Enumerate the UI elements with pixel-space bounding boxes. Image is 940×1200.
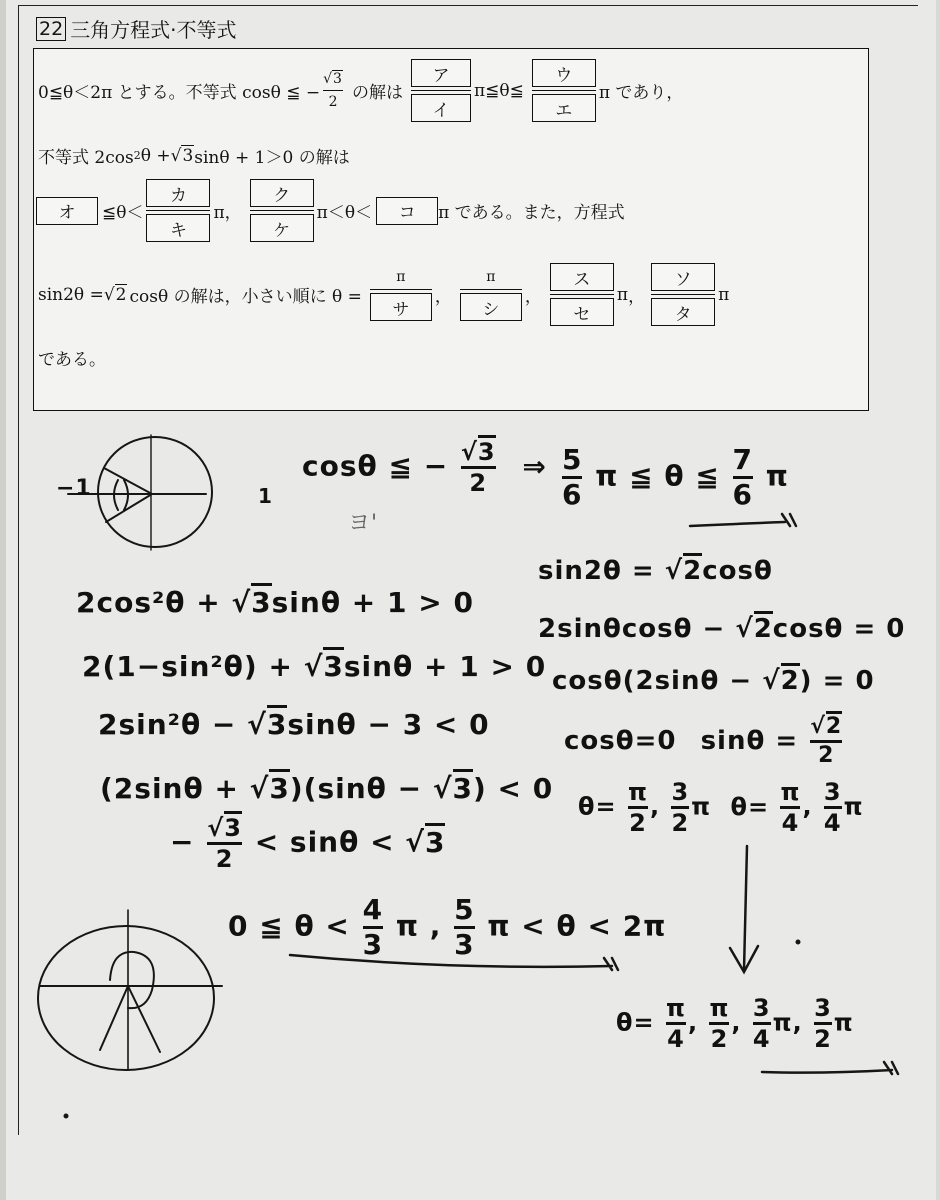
problem-line-2: 不等式 2cos 2 θ + √ 3 sinθ + 1＞0 の解は (38, 143, 350, 168)
fraction-so-ta (651, 263, 715, 326)
answer-box-ka[interactable]: カ (146, 179, 210, 207)
unit-circle-sketch-2 (38, 926, 214, 1070)
cos-inequality: cosθ ≦ − $\frac{√3}{2}$ ⇒ (302, 440, 547, 495)
fraction-ku-ke (250, 179, 314, 242)
line2-prefix: 不等式 2cos (38, 148, 134, 168)
line2-exponent: 2 (133, 149, 141, 162)
right-step-2: 2sinθcosθ − √2cosθ = 0 (538, 614, 905, 644)
line2-sqrt: 3 (182, 146, 194, 166)
fraction-a-i (411, 59, 471, 122)
fraction-ka-ki (146, 179, 210, 242)
sin-range: − $\frac{√3}{2}$ < sinθ < √3 (170, 816, 445, 871)
angle-sketch-2 (100, 952, 160, 1052)
left-step-2: 2(1−sin²θ) + √3sinθ + 1 > 0 (82, 650, 546, 683)
fraction-u-e (532, 59, 596, 122)
line3-t1: ≦θ＜ (102, 203, 144, 223)
one-label: 1 (258, 484, 273, 508)
answer-box-ta[interactable]: タ (651, 298, 715, 326)
left-step-3: 2sin²θ − √3sinθ − 3 < 0 (98, 708, 490, 741)
answer-box-i[interactable]: イ (411, 94, 471, 122)
line4-sqrt: 2 (115, 285, 127, 305)
line3-t2: π， (213, 203, 242, 223)
left-step-4: (2sinθ + √3)(sinθ − √3) < 0 (100, 772, 553, 805)
fraction-pi-sa: $\frac{\pi}{\text{サ}}$ (370, 268, 432, 321)
mid-text: π≦θ≦ (473, 80, 524, 101)
neg-one-label: −1 (56, 476, 92, 501)
final-answer: θ= $\frac{\pi}{4}$ , $\frac{\pi}{2}$ , $\frac{3}{4}$ π, $\frac{3}{2}$ π (616, 994, 854, 1053)
answer-box-ke[interactable]: ケ (250, 214, 314, 242)
sin-answer: 0 ≦ θ < $\frac{4}{3}$ π , $\frac{5}{3}$ π < θ < 2π (228, 893, 667, 961)
question-title: 三角方程式·不等式 (70, 18, 237, 42)
right-step-4: cosθ=0 sinθ = $\frac{√2}{2}$ (564, 716, 844, 767)
solution-text: の解は (351, 83, 403, 103)
condition-text: 0≦θ＜2π とする。不等式 cosθ ≦ − (38, 83, 321, 103)
problem-line-1 (38, 59, 683, 122)
line3-t3: π＜θ＜ (316, 203, 373, 223)
line3-t4: π である。また，方程式 (438, 203, 625, 223)
line4-mid: cosθ の解は，小さい順に θ = (129, 287, 362, 307)
right-step-3: cosθ(2sinθ − √2) = 0 (552, 666, 875, 696)
right-step-5: θ= $\frac{\pi}{2}$ , $\frac{3}{2}$ π θ= $\frac{\pi}{4}$ , $\frac{3}{4}$ π (578, 778, 864, 837)
fraction-pi-shi: $\frac{\pi}{\text{シ}}$ (460, 268, 522, 321)
answer-box-a[interactable]: ア (411, 59, 471, 87)
handwritten-work (0, 410, 940, 1200)
answer-box-se[interactable]: セ (550, 298, 614, 326)
problem-line-3 (36, 179, 625, 242)
answer-box-o[interactable]: オ (36, 197, 98, 225)
problem-box (33, 48, 869, 411)
answer-box-ko[interactable]: コ (376, 197, 438, 225)
stray-mark: ヨ' (348, 511, 379, 536)
answer-box-su[interactable]: ス (550, 263, 614, 291)
line2-tail: sinθ + 1＞0 の解は (194, 148, 350, 168)
line2-mid: θ + (140, 145, 171, 166)
cos-answer: $\frac{5}{6}$ π ≦ θ ≦ $\frac{7}{6}$ π (562, 443, 789, 511)
problem-line-5: である。 (38, 350, 106, 370)
answer-box-e[interactable]: エ (532, 94, 596, 122)
answer-box-shi[interactable]: シ (460, 293, 522, 321)
sqrt3-over-2: $\frac{√3}{2}$ (323, 71, 342, 110)
line4-prefix: sin2θ = (38, 284, 104, 305)
right-step-1: sin2θ = √2cosθ (538, 556, 773, 586)
answer-box-so[interactable]: ソ (651, 263, 715, 291)
answer-box-u[interactable]: ウ (532, 59, 596, 87)
header-rule (18, 5, 918, 6)
problem-line-4: sin2θ = √ 2 cosθ の解は，小さい順に θ = $\frac{\pi}{\text{サ}}$ ， $\frac{\pi}{\text{シ}}$ ， $\frac{\text{ス}}{\text{セ}}$ π ， $\frac{\text{ソ}}{\text{タ}}$ π (38, 263, 729, 326)
question-number: 22 (36, 17, 66, 41)
tail-text: π であり， (598, 83, 684, 103)
problem-header (36, 14, 237, 43)
answer-box-sa[interactable]: サ (370, 293, 432, 321)
answer-box-ki[interactable]: キ (146, 214, 210, 242)
left-step-1: 2cos²θ + √3sinθ + 1 > 0 (76, 586, 474, 619)
fraction-su-se (550, 263, 614, 326)
answer-box-ku[interactable]: ク (250, 179, 314, 207)
